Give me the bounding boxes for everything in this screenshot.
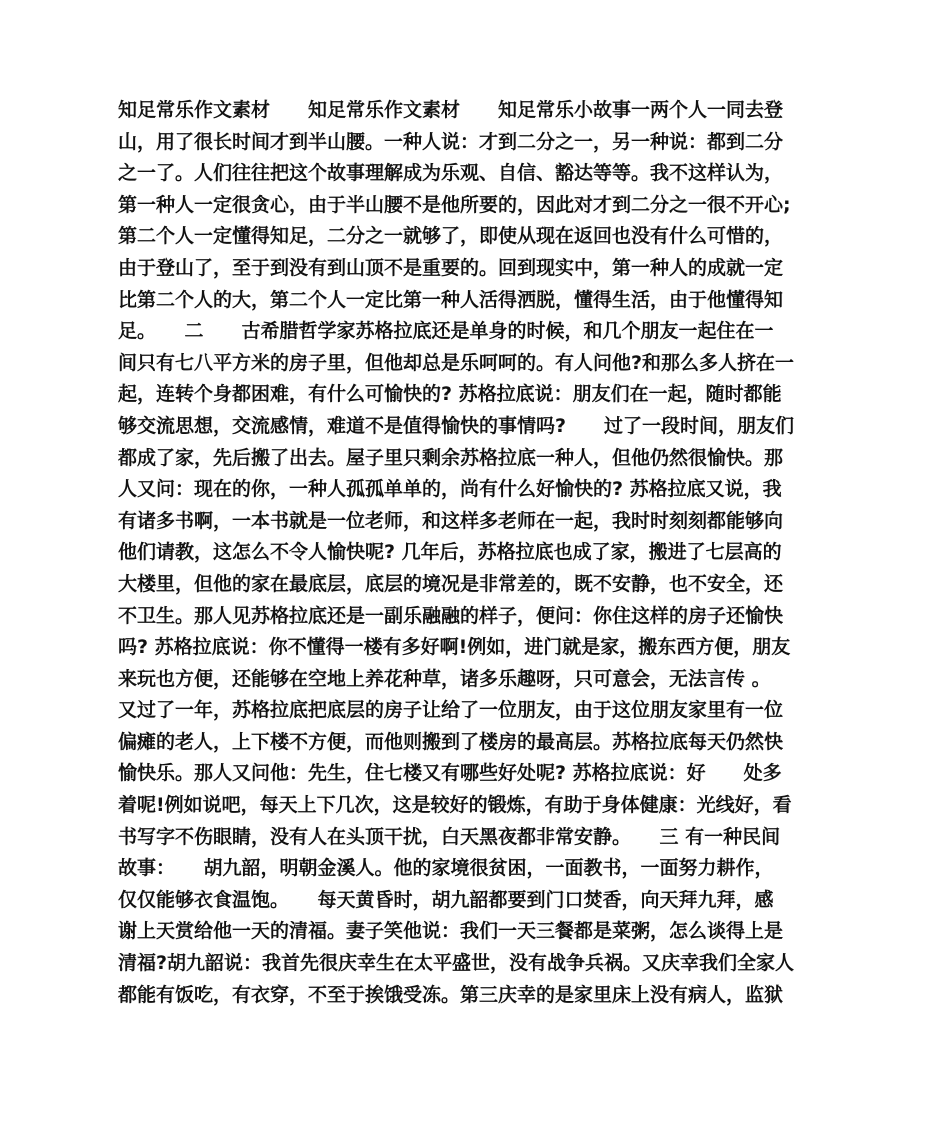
text-line: 大楼里，但他的家在最底层，底层的境况是非常差的，既不安静，也不安全，还 bbox=[118, 572, 784, 595]
text-line: 他们请教，这怎么不令人愉快呢? 几年后，苏格拉底也成了家，搬进了七层高的 bbox=[118, 541, 782, 564]
text-line: 着呢!例如说吧，每天上下几次，这是较好的锻炼，有助于身体健康：光线好，看 bbox=[118, 794, 792, 817]
body-text bbox=[118, 95, 838, 1011]
text-line: 偏瘫的老人，上下楼不方便，而他则搬到了楼房的最高层。苏格拉底每天仍然快 bbox=[118, 730, 784, 753]
text-line: 够交流思想，交流感情，难道不是值得愉快的事情吗? 过了一段时间，朋友们 bbox=[118, 414, 795, 437]
text-line: 人又问：现在的你，一种人孤孤单单的，尚有什么好愉快的? 苏格拉底又说，我 bbox=[118, 478, 782, 501]
text-line: 不卫生。那人见苏格拉底还是一副乐融融的样子，便问：你住这样的房子还愉快 bbox=[118, 604, 784, 627]
text-line: 吗? 苏格拉底说：你不懂得一楼有多好啊!例如，进门就是家，搬东西方便，朋友 bbox=[118, 636, 791, 659]
text-line: 又过了一年，苏格拉底把底层的房子让给了一位朋友，由于这位朋友家里有一位 bbox=[118, 699, 784, 722]
text-line: 足。 二 古希腊哲学家苏格拉底还是单身的时候，和几个朋友一起住在一 bbox=[118, 320, 774, 343]
text-line: 清福?胡九韶说：我首先很庆幸生在太平盛世，没有战争兵祸。又庆幸我们全家人 bbox=[118, 952, 795, 975]
text-line: 比第二个人的大，第二个人一定比第一种人活得洒脱，懂得生活，由于他懂得知 bbox=[118, 288, 784, 311]
text-line: 都成了家，先后搬了出去。屋子里只剩余苏格拉底一种人，但他仍然很愉快。那 bbox=[118, 446, 784, 469]
text-line: 山，用了很长时间才到半山腰。一种人说：才到二分之一，另一种说：都到二分 bbox=[118, 130, 784, 153]
text-line: 知足常乐作文素材 知足常乐作文素材 知足常乐小故事一两个人一同去登 bbox=[118, 99, 784, 121]
text-line: 第一种人一定很贪心，由于半山腰不是他所要的，因此对才到二分之一很不开心; bbox=[118, 193, 791, 216]
text-line: 之一了。人们往往把这个故事理解成为乐观、自信、豁达等等。我不这样认为， bbox=[118, 162, 784, 185]
text-line: 故事： 胡九韶，明朝金溪人。他的家境很贫困，一面教书，一面努力耕作， bbox=[118, 857, 774, 880]
text-line: 都能有饭吃，有衣穿，不至于挨饿受冻。第三庆幸的是家里床上没有病人，监狱 bbox=[118, 983, 784, 1006]
text-line: 间只有七八平方米的房子里，但他却总是乐呵呵的。有人问他?和那么多人挤在一 bbox=[118, 351, 795, 374]
text-line: 书写字不伤眼睛，没有人在头顶干扰，白天黑夜都非常安静。 三 有一种民间 bbox=[118, 825, 781, 848]
text-line: 愉快乐。那人又问他：先生，住七楼又有哪些好处呢? 苏格拉底说：好 处多 bbox=[118, 762, 782, 785]
text-line: 由于登山了，至于到没有到山顶不是重要的。回到现实中，第一种人的成就一定 bbox=[118, 256, 784, 279]
text-line: 起，连转个身都困难，有什么可愉快的? 苏格拉底说：朋友们在一起，随时都能 bbox=[118, 383, 782, 406]
text-line: 仅仅能够衣食温饱。 每天黄昏时，胡九韶都要到门口焚香，向天拜九拜，感 bbox=[118, 888, 774, 911]
text-line: 有诸多书啊，一本书就是一位老师，和这样多老师在一起，我时时刻刻都能够向 bbox=[118, 509, 784, 532]
text-line: 来玩也方便，还能够在空地上养花种草，诸多乐趣呀，只可意会，无法言传 。 bbox=[118, 667, 771, 690]
text-line: 谢上天赏给他一天的清福。妻子笑他说：我们一天三餐都是菜粥，怎么谈得上是 bbox=[118, 920, 784, 943]
text-line: 第二个人一定懂得知足，二分之一就够了，即使从现在返回也没有什么可惜的， bbox=[118, 225, 784, 248]
